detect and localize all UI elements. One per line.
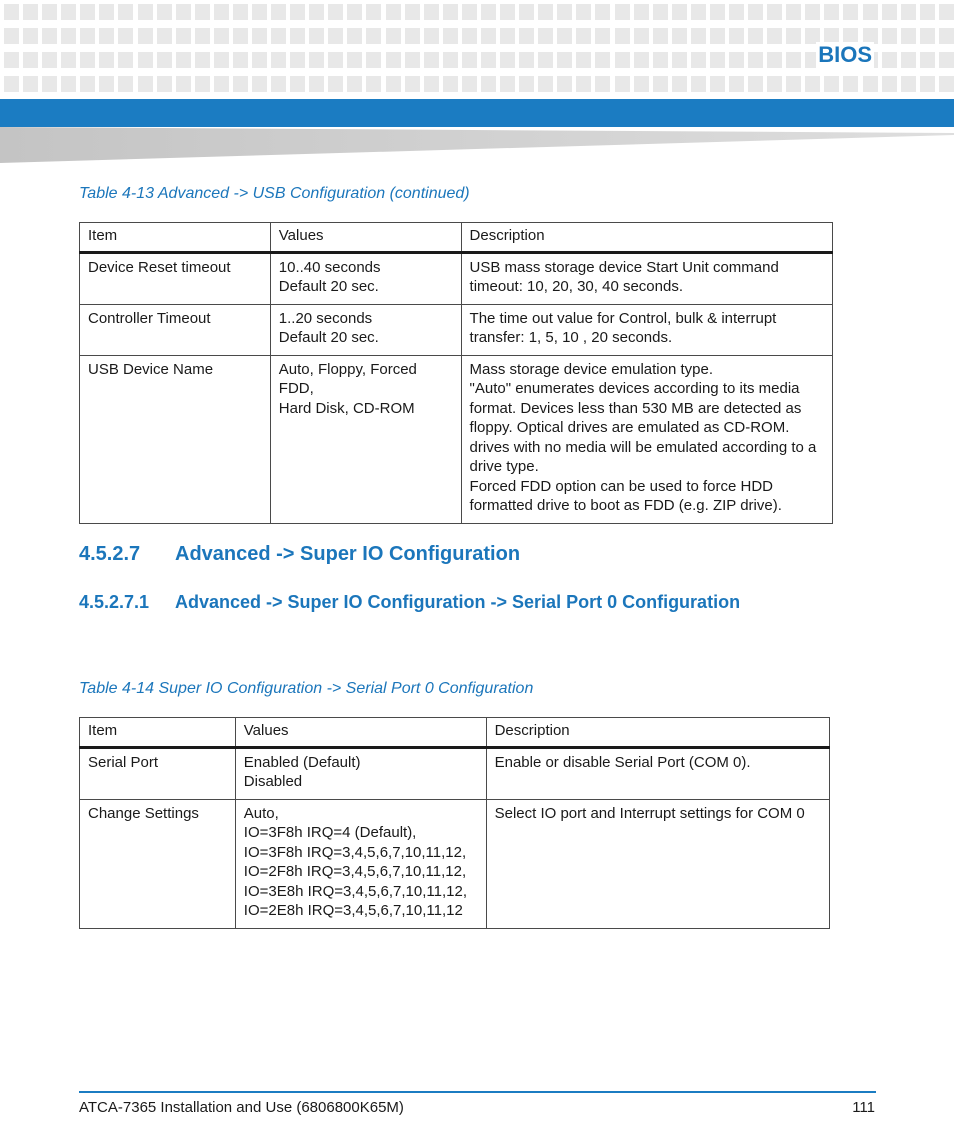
pattern-cell <box>748 52 763 68</box>
pattern-cell <box>328 28 343 44</box>
subsection-number: 4.5.2.7.1 <box>79 592 150 612</box>
values-cell <box>270 252 461 304</box>
values-cell <box>270 304 461 355</box>
pattern-cell <box>920 28 935 44</box>
table-row <box>80 252 833 304</box>
pattern-cell <box>290 76 305 92</box>
pattern-cell <box>309 4 324 20</box>
pattern-cell <box>118 28 133 44</box>
table-caption: Table 4-14 Super IO Configuration -> Serial Port 0 Configuration <box>79 680 534 697</box>
column-header: Values <box>235 718 486 748</box>
pattern-cell <box>347 4 362 20</box>
values-cell <box>235 799 486 928</box>
pattern-cell <box>347 76 362 92</box>
subsection-heading <box>79 592 740 613</box>
pattern-cell <box>519 28 534 44</box>
pattern-cell <box>252 28 267 44</box>
header-blue-band <box>0 99 954 127</box>
description-cell <box>486 747 829 799</box>
pattern-cell <box>42 52 57 68</box>
pattern-cell <box>99 52 114 68</box>
pattern-cell <box>157 76 172 92</box>
pattern-cell <box>615 52 630 68</box>
pattern-cell <box>138 52 153 68</box>
pattern-cell <box>653 52 668 68</box>
pattern-cell <box>290 4 305 20</box>
pattern-cell <box>729 28 744 44</box>
pattern-cell <box>748 28 763 44</box>
table-caption: Table 4-13 Advanced -> USB Configuration (continued) <box>79 185 470 202</box>
pattern-cell <box>767 52 782 68</box>
pattern-cell <box>901 28 916 44</box>
pattern-cell <box>405 52 420 68</box>
pattern-cell <box>252 4 267 20</box>
pattern-cell <box>672 28 687 44</box>
pattern-cell <box>939 4 954 20</box>
pattern-cell <box>557 52 572 68</box>
page-number: 111 <box>852 1099 875 1116</box>
pattern-cell <box>61 4 76 20</box>
pattern-cell <box>576 76 591 92</box>
pattern-cell <box>176 52 191 68</box>
pattern-cell <box>481 4 496 20</box>
item-text: Controller Timeout <box>88 309 211 327</box>
description-line: transfer: 1, 5, 10 , 20 seconds. <box>469 329 673 346</box>
pattern-cell <box>328 4 343 20</box>
pattern-cell <box>672 4 687 20</box>
pattern-cell <box>138 28 153 44</box>
pattern-cell <box>901 52 916 68</box>
item-cell <box>80 304 271 355</box>
pattern-cell <box>634 4 649 20</box>
pattern-cell <box>347 52 362 68</box>
pattern-cell <box>462 52 477 68</box>
pattern-cell <box>386 52 401 68</box>
values-line: Auto, Floppy, Forced FDD, <box>278 360 417 397</box>
pattern-cell <box>538 76 553 92</box>
pattern-cell <box>786 28 801 44</box>
pattern-cell <box>443 4 458 20</box>
column-header: Values <box>270 223 461 253</box>
pattern-cell <box>939 28 954 44</box>
pattern-cell <box>61 28 76 44</box>
description-line: The time out value for Control, bulk & interrupt <box>469 309 777 327</box>
values-line: Default 20 sec. <box>278 329 379 346</box>
pattern-cell <box>366 4 381 20</box>
pattern-cell <box>805 76 820 92</box>
pattern-cell <box>519 4 534 20</box>
pattern-cell <box>481 76 496 92</box>
table-header-row <box>80 718 830 748</box>
pattern-cell <box>176 4 191 20</box>
pattern-cell <box>309 52 324 68</box>
pattern-cell <box>672 76 687 92</box>
pattern-cell <box>481 52 496 68</box>
pattern-cell <box>118 4 133 20</box>
item-text: Change Settings <box>88 804 199 822</box>
pattern-cell <box>710 52 725 68</box>
description-line: formatted drive to boot as FDD (e.g. ZIP drive). <box>469 497 782 514</box>
pattern-cell <box>824 4 839 20</box>
pattern-cell <box>176 28 191 44</box>
pattern-cell <box>309 76 324 92</box>
values-line: 10..40 seconds <box>278 258 381 276</box>
pattern-cell <box>195 28 210 44</box>
pattern-cell <box>767 76 782 92</box>
pattern-cell <box>882 4 897 20</box>
item-text: Serial Port <box>88 753 159 771</box>
pattern-cell <box>386 76 401 92</box>
pattern-cell <box>4 28 19 44</box>
pattern-cell <box>99 4 114 20</box>
pattern-cell <box>233 28 248 44</box>
pattern-cell <box>672 52 687 68</box>
pattern-cell <box>42 4 57 20</box>
pattern-cell <box>538 52 553 68</box>
description-line: floppy. Optical drives are emulated as CD-ROM. <box>469 419 790 436</box>
pattern-cell <box>214 76 229 92</box>
values-line: Default 20 sec. <box>278 278 379 295</box>
pattern-cell <box>347 28 362 44</box>
pattern-cell <box>920 52 935 68</box>
pattern-cell <box>615 4 630 20</box>
pattern-cell <box>99 76 114 92</box>
pattern-cell <box>691 76 706 92</box>
pattern-cell <box>576 28 591 44</box>
table-row <box>80 304 833 355</box>
pattern-cell <box>271 28 286 44</box>
pattern-cell <box>920 4 935 20</box>
pattern-cell <box>500 76 515 92</box>
pattern-cell <box>4 76 19 92</box>
pattern-cell <box>424 76 439 92</box>
pattern-cell <box>615 28 630 44</box>
pattern-cell <box>214 28 229 44</box>
pattern-cell <box>443 76 458 92</box>
pattern-cell <box>42 76 57 92</box>
pattern-cell <box>4 4 19 20</box>
values-line: Hard Disk, CD-ROM <box>278 399 415 417</box>
pattern-cell <box>557 28 572 44</box>
description-line: timeout: 10, 20, 30, 40 seconds. <box>469 278 684 295</box>
pattern-cell <box>500 52 515 68</box>
description-line: format. Devices less than 530 MB are detected as <box>469 399 802 417</box>
pattern-cell <box>748 76 763 92</box>
pattern-cell <box>61 52 76 68</box>
pattern-cell <box>195 76 210 92</box>
table-row <box>80 799 830 928</box>
pattern-cell <box>233 76 248 92</box>
pattern-cell <box>271 76 286 92</box>
pattern-cell <box>729 52 744 68</box>
pattern-cell <box>767 28 782 44</box>
pattern-cell <box>61 76 76 92</box>
pattern-cell <box>615 76 630 92</box>
pattern-cell <box>328 76 343 92</box>
pattern-cell <box>328 52 343 68</box>
pattern-cell <box>424 4 439 20</box>
pattern-cell <box>366 76 381 92</box>
pattern-cell <box>863 4 878 20</box>
pattern-cell <box>767 4 782 20</box>
pattern-cell <box>901 4 916 20</box>
description-line: Select IO port and Interrupt settings for COM 0 <box>494 804 805 822</box>
pattern-cell <box>519 52 534 68</box>
values-line: IO=3F8h IRQ=4 (Default), <box>243 824 417 841</box>
pattern-cell <box>634 76 649 92</box>
values-cell <box>270 355 461 523</box>
pattern-cell <box>405 76 420 92</box>
values-line: IO=2F8h IRQ=3,4,5,6,7,10,11,12, <box>243 863 467 880</box>
pattern-cell <box>843 76 858 92</box>
item-text: Device Reset timeout <box>88 258 231 276</box>
column-header: Description <box>486 718 829 748</box>
pattern-cell <box>653 28 668 44</box>
item-cell <box>80 355 271 523</box>
footer-doc-title: ATCA-7365 Installation and Use (6806800K65M) <box>79 1099 404 1116</box>
pattern-cell <box>500 4 515 20</box>
pattern-cell <box>576 4 591 20</box>
pattern-cell <box>576 52 591 68</box>
pattern-cell <box>462 28 477 44</box>
item-cell <box>80 252 271 304</box>
pattern-cell <box>710 76 725 92</box>
pattern-cell <box>214 52 229 68</box>
description-cell <box>461 304 832 355</box>
pattern-cell <box>118 52 133 68</box>
values-line: IO=3F8h IRQ=3,4,5,6,7,10,11,12, <box>243 843 467 861</box>
footer-rule <box>79 1091 876 1093</box>
pattern-cell <box>901 76 916 92</box>
pattern-cell <box>595 28 610 44</box>
pattern-cell <box>882 76 897 92</box>
pattern-cell <box>710 4 725 20</box>
table-row <box>80 747 830 799</box>
pattern-cell <box>538 4 553 20</box>
section-title: Advanced -> Super IO Configuration <box>175 543 521 565</box>
pattern-cell <box>481 28 496 44</box>
description-cell <box>461 355 832 523</box>
pattern-cell <box>691 52 706 68</box>
pattern-cell <box>729 76 744 92</box>
header-grey-wedge <box>0 127 954 163</box>
pattern-cell <box>80 76 95 92</box>
pattern-cell <box>252 76 267 92</box>
item-cell <box>80 747 236 799</box>
description-line: Enable or disable Serial Port (COM 0). <box>494 753 751 771</box>
description-line: drives with no media will be emulated according to a <box>469 438 817 456</box>
pattern-cell <box>157 4 172 20</box>
values-line: Auto, <box>243 804 279 822</box>
pattern-cell <box>843 4 858 20</box>
pattern-cell <box>462 4 477 20</box>
pattern-cell <box>290 28 305 44</box>
pattern-cell <box>462 76 477 92</box>
column-header: Item <box>80 718 236 748</box>
description-cell <box>461 252 832 304</box>
pattern-cell <box>748 4 763 20</box>
pattern-cell <box>595 76 610 92</box>
pattern-cell <box>195 52 210 68</box>
section-header-title: BIOS <box>818 42 872 67</box>
pattern-cell <box>729 4 744 20</box>
pattern-cell <box>252 52 267 68</box>
pattern-cell <box>157 28 172 44</box>
values-line: IO=2E8h IRQ=3,4,5,6,7,10,11,12 <box>243 902 463 919</box>
pattern-cell <box>710 28 725 44</box>
description-line: USB mass storage device Start Unit command <box>469 258 779 276</box>
pattern-cell <box>653 76 668 92</box>
pattern-cell <box>519 76 534 92</box>
pattern-cell <box>538 28 553 44</box>
pattern-cell <box>691 4 706 20</box>
table-row <box>80 355 833 523</box>
pattern-cell <box>863 76 878 92</box>
pattern-cell <box>138 76 153 92</box>
pattern-cell <box>443 28 458 44</box>
pattern-cell <box>4 52 19 68</box>
pattern-cell <box>271 4 286 20</box>
pattern-cell <box>691 28 706 44</box>
pattern-cell <box>424 28 439 44</box>
values-line: Enabled (Default) <box>243 753 361 771</box>
pattern-cell <box>939 52 954 68</box>
pattern-cell <box>920 76 935 92</box>
pattern-cell <box>99 28 114 44</box>
pattern-cell <box>595 4 610 20</box>
description-line: drive type. <box>469 458 539 475</box>
pattern-cell <box>634 52 649 68</box>
item-cell <box>80 799 236 928</box>
pattern-cell <box>290 52 305 68</box>
serial-port-table <box>79 717 830 929</box>
values-line: 1..20 seconds <box>278 309 373 327</box>
pattern-cell <box>939 76 954 92</box>
pattern-cell <box>176 76 191 92</box>
pattern-cell <box>634 28 649 44</box>
pattern-cell <box>386 28 401 44</box>
column-header: Item <box>80 223 271 253</box>
pattern-cell <box>786 76 801 92</box>
header-pattern <box>0 0 954 96</box>
pattern-cell <box>23 4 38 20</box>
pattern-cell <box>882 52 897 68</box>
pattern-cell <box>195 4 210 20</box>
pattern-cell <box>23 28 38 44</box>
pattern-cell <box>805 4 820 20</box>
description-cell <box>486 799 829 928</box>
usb-config-table <box>79 222 833 524</box>
pattern-cell <box>557 76 572 92</box>
pattern-cell <box>653 4 668 20</box>
column-header: Description <box>461 223 832 253</box>
pattern-cell <box>42 28 57 44</box>
pattern-cell <box>405 28 420 44</box>
pattern-cell <box>786 52 801 68</box>
pattern-cell <box>595 52 610 68</box>
pattern-cell <box>824 76 839 92</box>
pattern-cell <box>309 28 324 44</box>
section-heading <box>79 543 520 566</box>
item-text: USB Device Name <box>88 360 214 378</box>
pattern-cell <box>157 52 172 68</box>
pattern-cell <box>233 52 248 68</box>
pattern-cell <box>500 28 515 44</box>
description-line: Forced FDD option can be used to force HDD <box>469 477 774 495</box>
pattern-cell <box>366 52 381 68</box>
pattern-cell <box>138 4 153 20</box>
pattern-cell <box>23 76 38 92</box>
table-header-row <box>80 223 833 253</box>
values-line: IO=3E8h IRQ=3,4,5,6,7,10,11,12, <box>243 882 467 900</box>
pattern-cell <box>80 28 95 44</box>
pattern-cell <box>557 4 572 20</box>
pattern-cell <box>424 52 439 68</box>
pattern-cell <box>118 76 133 92</box>
pattern-cell <box>443 52 458 68</box>
pattern-cell <box>271 52 286 68</box>
pattern-cell <box>405 4 420 20</box>
values-line: Disabled <box>243 773 303 790</box>
section-number: 4.5.2.7 <box>79 543 141 565</box>
pattern-cell <box>80 4 95 20</box>
pattern-cell <box>882 28 897 44</box>
values-cell <box>235 747 486 799</box>
subsection-title: Advanced -> Super IO Configuration -> Serial Port 0 Configuration <box>175 592 741 612</box>
description-line: Mass storage device emulation type. <box>469 360 713 378</box>
pattern-cell <box>786 4 801 20</box>
pattern-cell <box>80 52 95 68</box>
pattern-cell <box>366 28 381 44</box>
pattern-cell <box>386 4 401 20</box>
pattern-cell <box>233 4 248 20</box>
pattern-cell <box>214 4 229 20</box>
description-line: "Auto" enumerates devices according to its media <box>469 380 800 397</box>
pattern-cell <box>23 52 38 68</box>
